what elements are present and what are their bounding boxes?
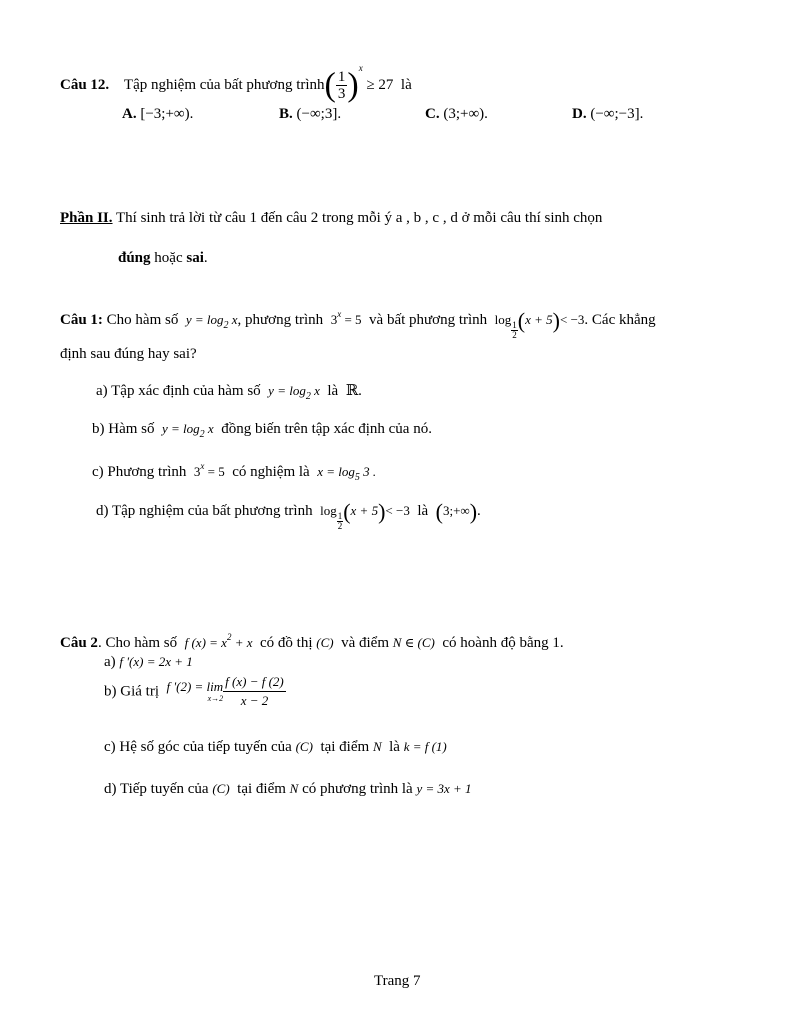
question-1-stem: Câu 1: Cho hàm số $y = \log_2 x$, phương trình 3$^x$ = 5 và bất phương trình log $\frac{1}{2}$ (x + 5)< −3. Các khẳng xyxy=(60,308,656,340)
question-12-stem: Câu 12. Tập nghiệm của bất phương trình( $\frac{1}{3}$ )$^x$ ≥ 27 là xyxy=(60,63,412,104)
c2-statement-b: b) Giá trị f '(2) = lim x→2 $\frac{f (x) - f (2)}{x - 2}$ xyxy=(104,674,284,709)
c1-equation: 3$^x$ = 5 xyxy=(330,309,362,327)
question-1-label: Câu 1: xyxy=(60,312,103,328)
q12-option-d: D. (−∞;−3]. xyxy=(572,106,644,122)
c2-statement-a: a) f '(x) = 2x + 1 xyxy=(104,654,193,670)
part-2-label: Phần II. xyxy=(60,210,113,226)
c1-statement-d: d) Tập nghiệm của bất phương trình log $\frac{1}{2}$ (x + 5)< −3 là (3;+∞). xyxy=(96,499,481,531)
question-12-label: Câu 12. xyxy=(60,77,110,93)
q12-option-c: C. (3;+∞). xyxy=(425,106,488,122)
c2-statement-c: c) Hệ số góc của tiếp tuyến của (C) tại điểm N là k = f (1) xyxy=(104,739,447,755)
question-12-text: Tập nghiệm của bất phương trình xyxy=(123,77,325,93)
q12-option-b: B. (−∞;3]. xyxy=(279,106,342,122)
part-2-header xyxy=(60,210,602,227)
q12-tail: là xyxy=(400,77,412,93)
part-2-instructions: Thí sinh trả lời từ câu 1 đến câu 2 trong mỗi ý a , b , c , d ở mỗi câu thí sinh chọn xyxy=(116,210,603,226)
c1-inequality: log $\frac{1}{2}$ (x + 5)< −3 xyxy=(494,308,585,340)
c1-statement-c: c) Phương trình 3$^x$ = 5 có nghiệm là $x = \log_5 3$ . xyxy=(92,461,377,483)
c1-statement-b: b) Hàm số $y = \log_2 x$ đồng biến trên tập xác định của nó. xyxy=(92,421,432,440)
q12-rhs: ≥ 27 xyxy=(366,77,394,93)
c1-statement-a: a) Tập xác định của hàm số $y = \log_2 x$ là ℝ. xyxy=(96,383,362,402)
q12-option-a: A. [−3;+∞). xyxy=(122,106,194,122)
c1-function: $y = \log_2 x$ xyxy=(185,312,238,331)
question-2-stem: Câu 2. Cho hàm số f $(x) = x^2 + x$ có đồ thị (C) và điểm N ∈ (C) có hoành độ bằng 1. xyxy=(60,632,564,651)
question-1-stem-line2: định sau đúng hay sai? xyxy=(60,346,197,362)
page-number: Trang 7 xyxy=(374,973,421,989)
c2-statement-d: d) Tiếp tuyến của (C) tại điểm N có phương trình là y = 3x + 1 xyxy=(104,781,472,797)
q12-fraction: $\frac{1}{3}$ xyxy=(337,68,346,103)
question-2-label: Câu 2 xyxy=(60,635,98,651)
c2-limit-fraction: $\frac{f (x) - f (2)}{x - 2}$ xyxy=(225,674,284,709)
part-2-instructions-line2: đúng hoặc sai. xyxy=(118,250,208,266)
